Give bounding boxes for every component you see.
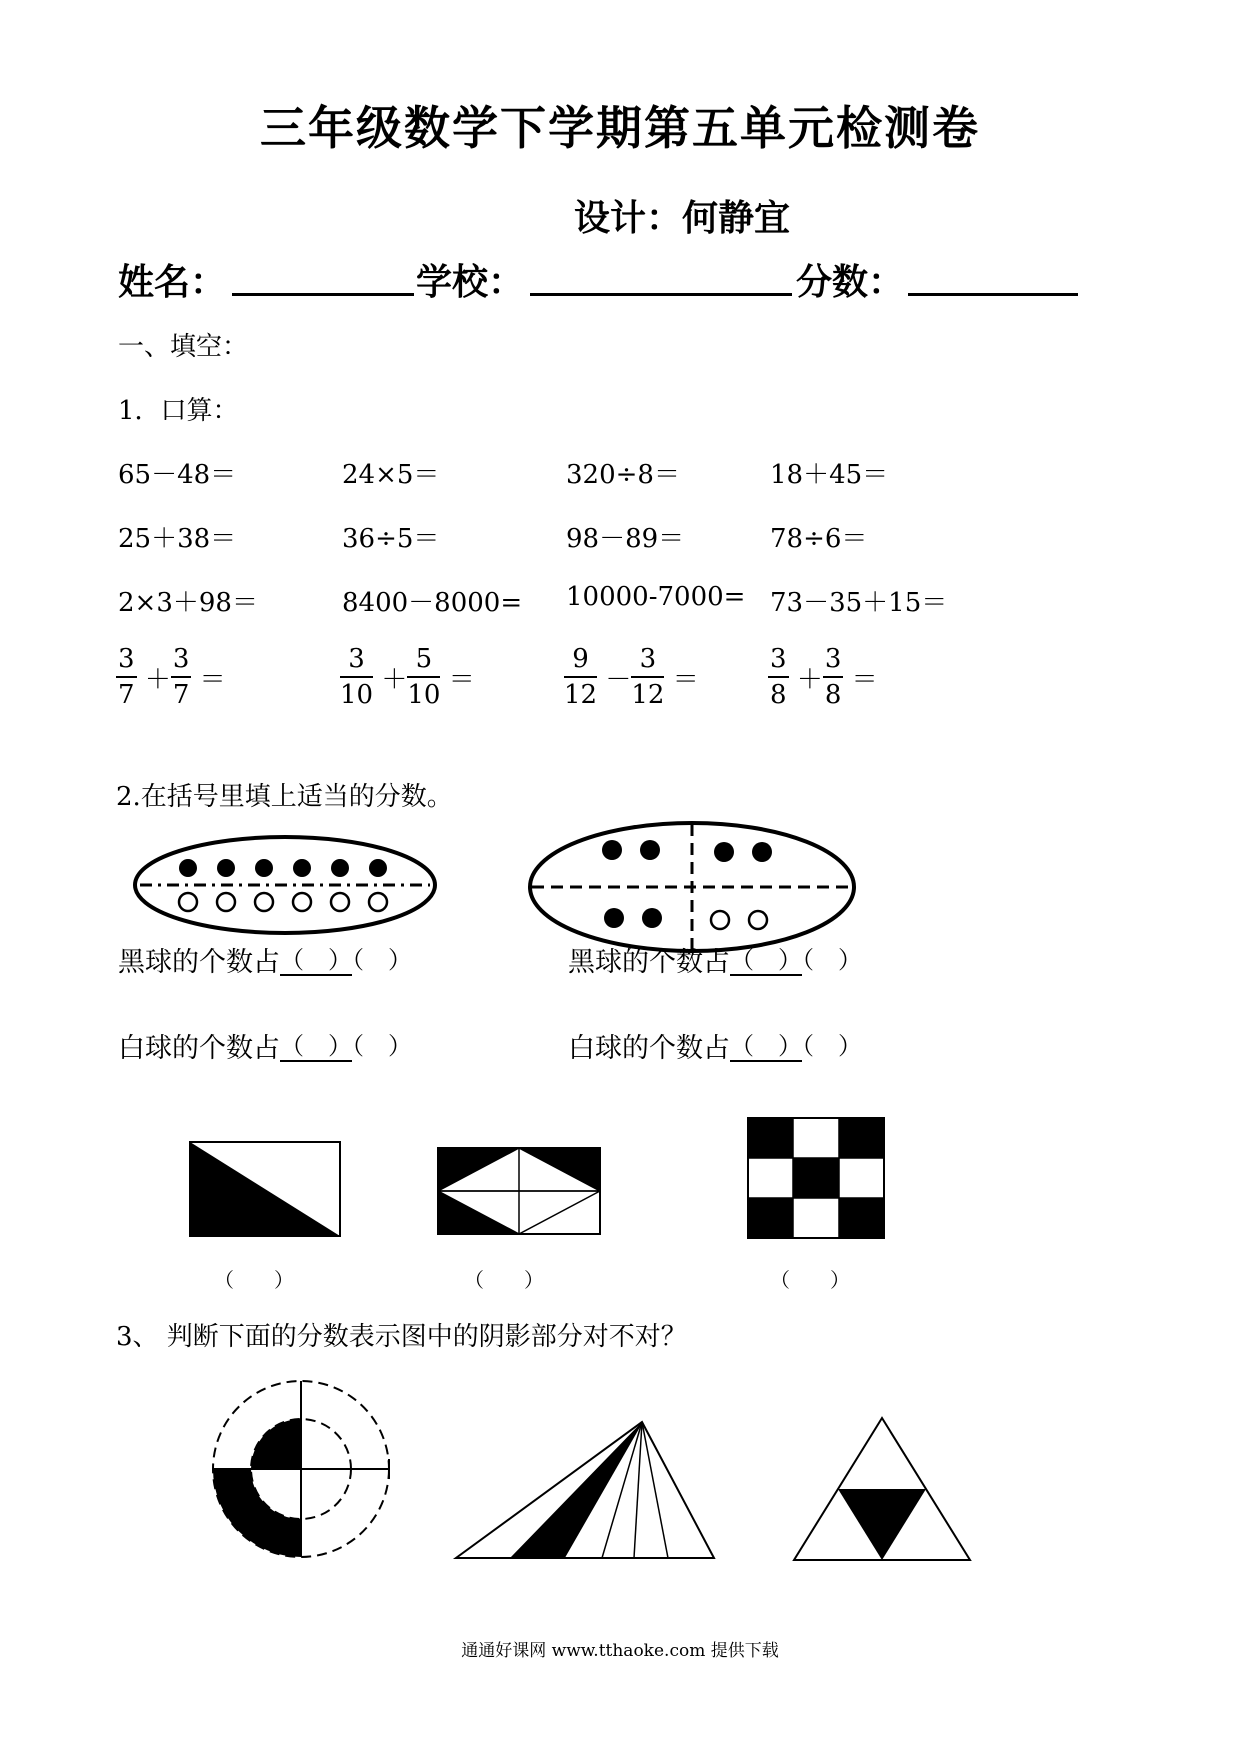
numerator: 3	[631, 642, 664, 678]
black-ball	[293, 859, 311, 877]
numerator: 5	[407, 642, 440, 678]
black-ball	[642, 908, 662, 928]
white-ball	[255, 893, 273, 911]
calc-item: 65－48＝	[118, 460, 237, 490]
calc-item: 2×3＋98＝	[118, 588, 258, 618]
shaded-cell	[839, 1198, 884, 1238]
equals: ＝	[199, 664, 226, 695]
answer-numerator[interactable]: （ ）	[730, 945, 802, 974]
calc-item: 10000-7000=	[566, 582, 746, 612]
shape-answer-blank[interactable]: （ ）	[464, 1268, 544, 1292]
answer-numerator[interactable]: （ ）	[280, 1031, 352, 1060]
ball-ellipse-figure	[130, 830, 440, 940]
black-label: 黑球的个数占	[568, 947, 730, 978]
calc-item: 98－89＝	[566, 524, 685, 554]
fan-line	[634, 1422, 642, 1558]
fan-line	[564, 1422, 642, 1558]
black-ball	[640, 840, 660, 860]
numerator: 3	[768, 642, 789, 678]
denominator: 12	[564, 680, 598, 710]
numerator: 9	[564, 642, 597, 678]
shaded-cell	[839, 1118, 884, 1158]
equals: ＝	[672, 664, 699, 695]
black-ball	[179, 859, 197, 877]
operator: ＋	[796, 664, 823, 695]
calc-item: 18＋45＝	[770, 460, 889, 490]
numerator: 3	[340, 642, 373, 678]
denominator: 8	[824, 680, 842, 710]
calc-item: 8400－8000=	[342, 588, 523, 618]
designer-line: 设计：何静宜	[574, 198, 791, 239]
shaded-triangle	[190, 1142, 340, 1236]
operator: ＋	[381, 664, 408, 695]
denominator: 12	[631, 680, 665, 710]
denominator: 8	[770, 680, 787, 710]
calc-item: 36÷5＝	[342, 524, 440, 554]
denominator: 7	[118, 680, 135, 710]
calc-item: 24×5＝	[342, 460, 440, 490]
answer-denominator[interactable]: （ ）	[352, 945, 412, 974]
answer-numerator[interactable]: （ ）	[280, 945, 352, 974]
q2-label: 2.在括号里填上适当的分数。	[116, 782, 453, 812]
shaded-rectangle-figure	[188, 1140, 344, 1240]
calc-item: 25＋38＝	[118, 524, 237, 554]
numerator: 3	[823, 642, 844, 678]
name-blank[interactable]	[232, 293, 414, 296]
numerator: 3	[171, 642, 192, 678]
fan-line	[602, 1422, 642, 1558]
ball-ellipse-figure	[524, 816, 860, 958]
fraction-expression	[564, 642, 699, 712]
calc-item: 73－35＋15＝	[770, 588, 948, 618]
white-label: 白球的个数占	[118, 1033, 280, 1064]
white-ball	[749, 911, 767, 929]
shaded-cell	[748, 1198, 793, 1238]
black-ball	[604, 908, 624, 928]
fan-line	[642, 1422, 668, 1558]
black-ball	[331, 859, 349, 877]
rhombus-rectangle-figure	[436, 1146, 604, 1238]
answer-numerator[interactable]: （ ）	[730, 1031, 802, 1060]
calc-item: 78÷6＝	[770, 524, 868, 554]
calc-item: 320÷8＝	[566, 460, 680, 490]
score-label: 分数：	[796, 262, 905, 303]
name-label: 姓名：	[118, 262, 227, 303]
shaded-cell	[793, 1158, 839, 1198]
black-label: 黑球的个数占	[118, 947, 280, 978]
black-ratio-question	[568, 940, 862, 979]
denominator: 10	[407, 680, 441, 710]
black-ball	[752, 842, 772, 862]
footer-text: 通通好课网 www.tthaoke.com 提供下载	[461, 1641, 779, 1661]
shaded-ring-segment	[213, 1469, 301, 1557]
operator: ＋	[144, 664, 171, 695]
equals: ＝	[851, 664, 878, 695]
shape-answer-blank[interactable]: （ ）	[770, 1268, 850, 1292]
shaded-inner-triangle	[838, 1489, 926, 1560]
white-ball	[293, 893, 311, 911]
shape-answer-blank[interactable]: （ ）	[214, 1268, 294, 1292]
checkerboard-figure	[746, 1116, 886, 1240]
white-label: 白球的个数占	[568, 1033, 730, 1064]
black-ball	[217, 859, 235, 877]
denominator: 10	[340, 680, 374, 710]
black-ball	[255, 859, 273, 877]
score-blank[interactable]	[908, 293, 1078, 296]
white-ball	[369, 893, 387, 911]
operator: －	[605, 664, 632, 695]
white-ball	[179, 893, 197, 911]
white-ball	[331, 893, 349, 911]
fraction-expression	[768, 642, 878, 712]
concentric-circle-figure	[206, 1376, 396, 1562]
answer-denominator[interactable]: （ ）	[802, 1031, 862, 1060]
black-ball	[602, 840, 622, 860]
white-ball	[711, 911, 729, 929]
denominator: 7	[172, 680, 190, 710]
nested-triangle-figure	[790, 1414, 974, 1564]
q1-label: 1．口算：	[118, 396, 239, 426]
answer-denominator[interactable]: （ ）	[802, 945, 862, 974]
white-ball	[217, 893, 235, 911]
shaded-cell	[748, 1118, 793, 1158]
fraction-expression	[116, 642, 226, 712]
black-ball	[369, 859, 387, 877]
numerator: 3	[116, 642, 137, 678]
school-blank[interactable]	[530, 293, 792, 296]
q3-label: 3、 判断下面的分数表示图中的阴影部分对不对？	[116, 1322, 687, 1352]
black-ball	[714, 842, 734, 862]
fraction-expression	[340, 642, 475, 712]
white-ratio-question	[568, 1026, 862, 1065]
equals: ＝	[448, 664, 475, 695]
answer-denominator[interactable]: （ ）	[352, 1031, 412, 1060]
page-title: 三年级数学下学期第五单元检测卷	[260, 101, 980, 155]
white-ratio-question	[118, 1026, 412, 1065]
shaded-inner-quarter	[251, 1419, 301, 1469]
black-ratio-question	[118, 940, 412, 979]
section-heading: 一、填空：	[118, 332, 249, 362]
fan-triangle-figure	[452, 1418, 716, 1562]
school-label: 学校：	[416, 262, 525, 303]
